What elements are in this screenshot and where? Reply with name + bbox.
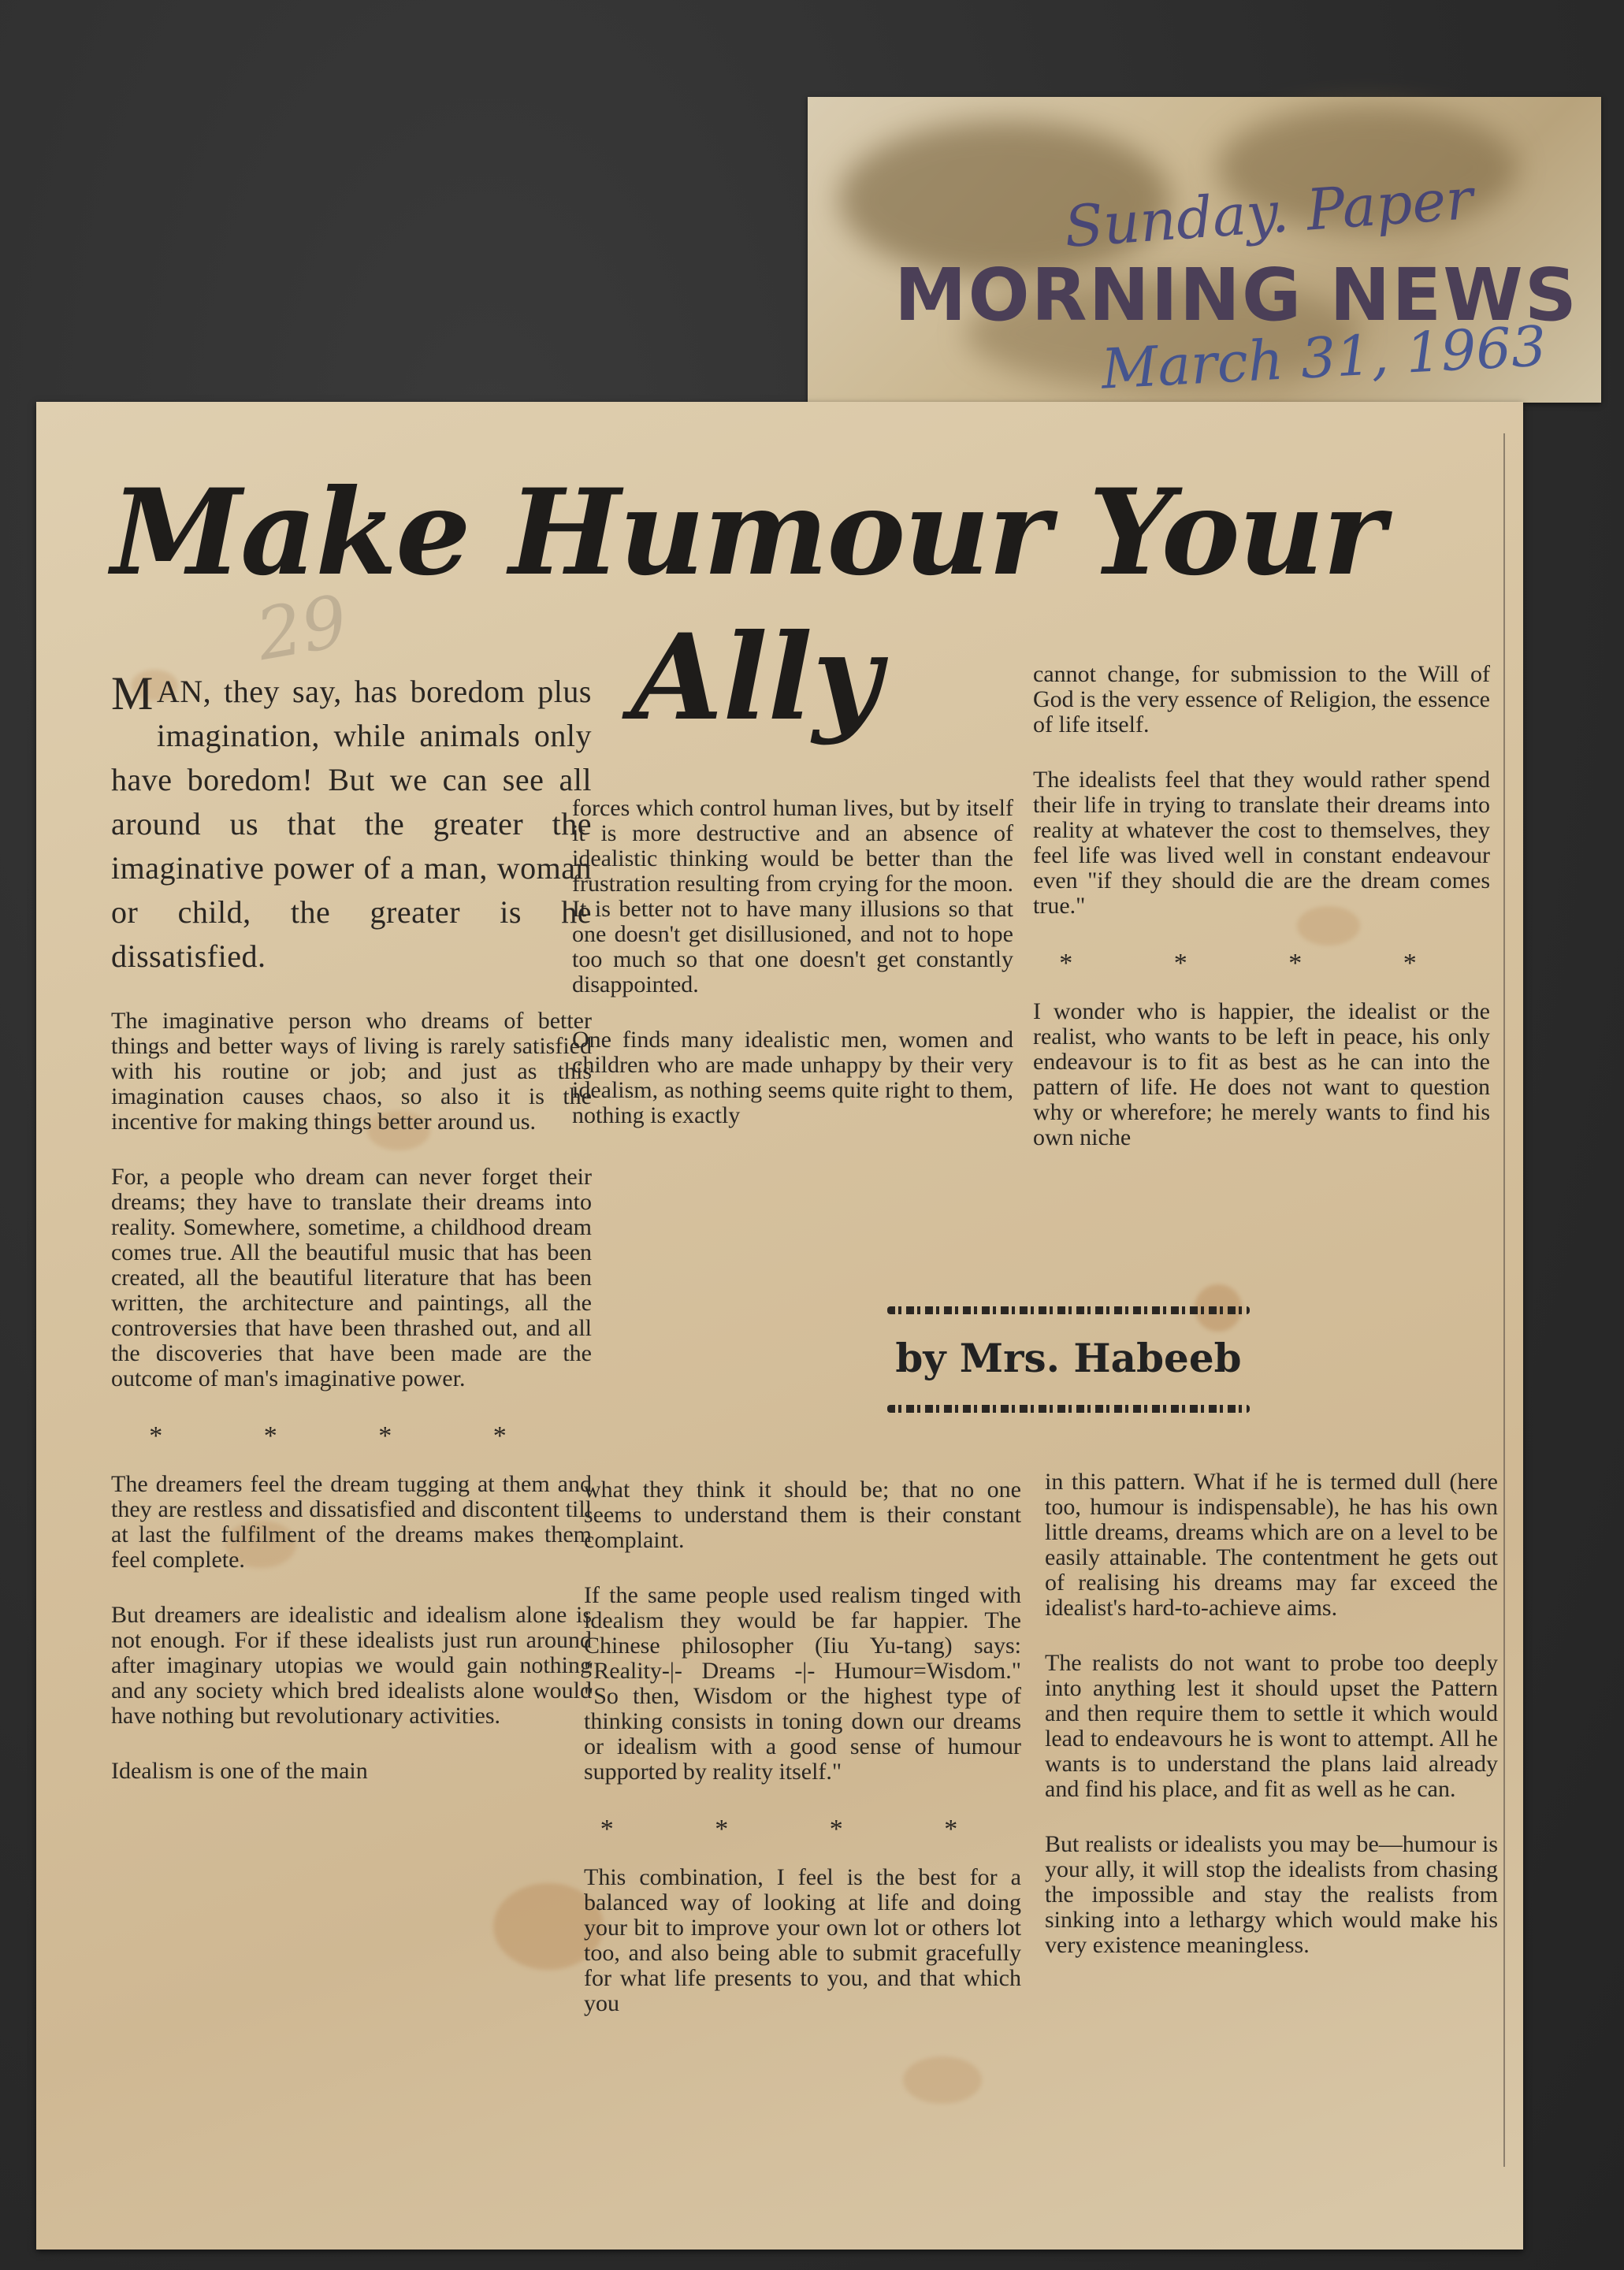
- byline-block: [824, 1306, 1313, 1413]
- paragraph: The realists do not want to probe too deeply into anything lest it should upset the Pattern and then require them to settle it which would lead to endeavours he is wont to attempt. All he wants is to understand the plans laid already and find his place, and fit as well as he can.: [1045, 1650, 1498, 1802]
- ornamental-rule: [887, 1306, 1250, 1314]
- handwritten-date: March 31, 1963: [1099, 314, 1548, 402]
- paragraph: The imaginative person who dreams of better things and better ways of living is rarely satisfied with his routine or job; and just as this imagination causes chaos, so also it is the incentive for making things better around us.: [111, 1008, 592, 1135]
- paragraph: One finds many idealistic men, women and children who are made unhappy by their very idealism, as nothing seems quite right to them, nothing is exactly: [572, 1027, 1013, 1128]
- byline: by Mrs. Habeeb: [895, 1335, 1242, 1381]
- paragraph: This combination, I feel is the best for a balanced way of looking at life and doing your bit to improve your own lot or others lot too, and also being able to submit gracefully for what life presents to you, and that which you: [584, 1864, 1021, 2016]
- paragraph: in this pattern. What if he is termed dull (here too, humour is indispensable), he has his own little dreams, dreams which are on a level to be easily attainable. The contentment he gets out of realising his dreams may far exceed the idealist's hard-to-achieve aims.: [1045, 1469, 1498, 1621]
- newspaper-name: MORNING NEWS: [894, 253, 1578, 337]
- paragraph: cannot change, for submission to the Will of God is the very essence of Religion, the essence of life itself.: [1033, 661, 1490, 737]
- paragraph: forces which control human lives, but by itself it is more destructive and an absence of idealistic thinking would be better than the frustration resulting from crying for the moon. It is better not to have many illusions so that one doesn't get disillusioned, and not to hope too much so that one doesn't get constantly disappointed.: [572, 795, 1013, 998]
- paragraph: Idealism is one of the main: [111, 1758, 368, 1784]
- section-separator: * * * *: [1059, 949, 1464, 978]
- paragraph: I wonder who is happier, the idealist or the realist, who wants to be left in peace, his only endeavour is to fit as best as he can into the pattern of life. He does not want to question why or wherefore; he merely wants to find his own niche: [1033, 998, 1490, 1150]
- handwritten-sunday-paper: Sunday. Paper: [1062, 165, 1475, 261]
- column-rule: [1503, 433, 1505, 2167]
- paragraph: For, a people who dream can never forget their dreams; they have to translate their dreams into reality. Somewhere, sometime, a childhood dream comes true. All the beautiful music that has been created, all the beautiful literature that has been written, the architecture and paintings, all the controversies that have been thrashed out, and all the discoveries that have been made are the outcome of man's imaginative power.: [111, 1164, 592, 1391]
- column-3-bottom: [1045, 1469, 1498, 1988]
- lead-paragraph: [111, 667, 592, 979]
- column-2-bottom: [584, 1477, 1021, 2046]
- column-2-top: [572, 796, 1013, 1158]
- paragraph: The idealists feel that they would rather spend their life in trying to translate their dreams into reality at whatever the cost to themselves, they feel life was lived well in constant endeavour even "if they should die are the dream comes true.": [1033, 767, 1490, 919]
- column-3-top: [1033, 662, 1490, 1180]
- headline-line-2: Ally: [631, 608, 882, 747]
- paragraph: But realists or idealists you may be—humour is your ally, it will stop the idealists from chasing the impossible and stay the realists from sinking into a lethargy which would make his very existence meaningless.: [1045, 1831, 1498, 1958]
- section-separator: * * * *: [149, 1421, 554, 1451]
- paragraph: If the same people used realism tinged with idealism they would be far happier. The Chinese philosopher (Iiu Yu-tang) says: "Reality-|- Dreams -|- Humour=Wisdom." "So then, Wisdom or the highest type of thinking consists in toning down our dreams or idealism with a good sense of humour supported by reality itself.": [584, 1582, 1021, 1785]
- pencil-mark: 29: [250, 579, 354, 678]
- headline-line-1: Make Humour Your: [111, 463, 1384, 602]
- drop-initial: M: [111, 667, 154, 719]
- lead-text: AN, they say, has boredom plus imagination, while animals only have boredom! But we can see all around us that the greater the imaginative power of a man, woman or child, the greater is he dissatisfied.: [111, 674, 592, 974]
- article-clipping: [36, 402, 1523, 2250]
- ornamental-rule: [887, 1405, 1250, 1413]
- masthead-clipping: [808, 97, 1601, 403]
- column-1: [111, 667, 592, 1814]
- paragraph: what they think it should be; that no one seems to understand them is their constant complaint.: [584, 1477, 1021, 1553]
- section-separator: * * * *: [600, 1815, 1005, 1844]
- paragraph: But dreamers are idealistic and idealism alone is not enough. For if these idealists just run around after imaginary utopias we would gain nothing and any society which bred idealists alone would have nothing but revolutionary activities.: [111, 1602, 592, 1729]
- paragraph: The dreamers feel the dream tugging at them and they are restless and dissatisfied and discontent till at last the fulfilment of the dreams makes them feel complete.: [111, 1471, 592, 1573]
